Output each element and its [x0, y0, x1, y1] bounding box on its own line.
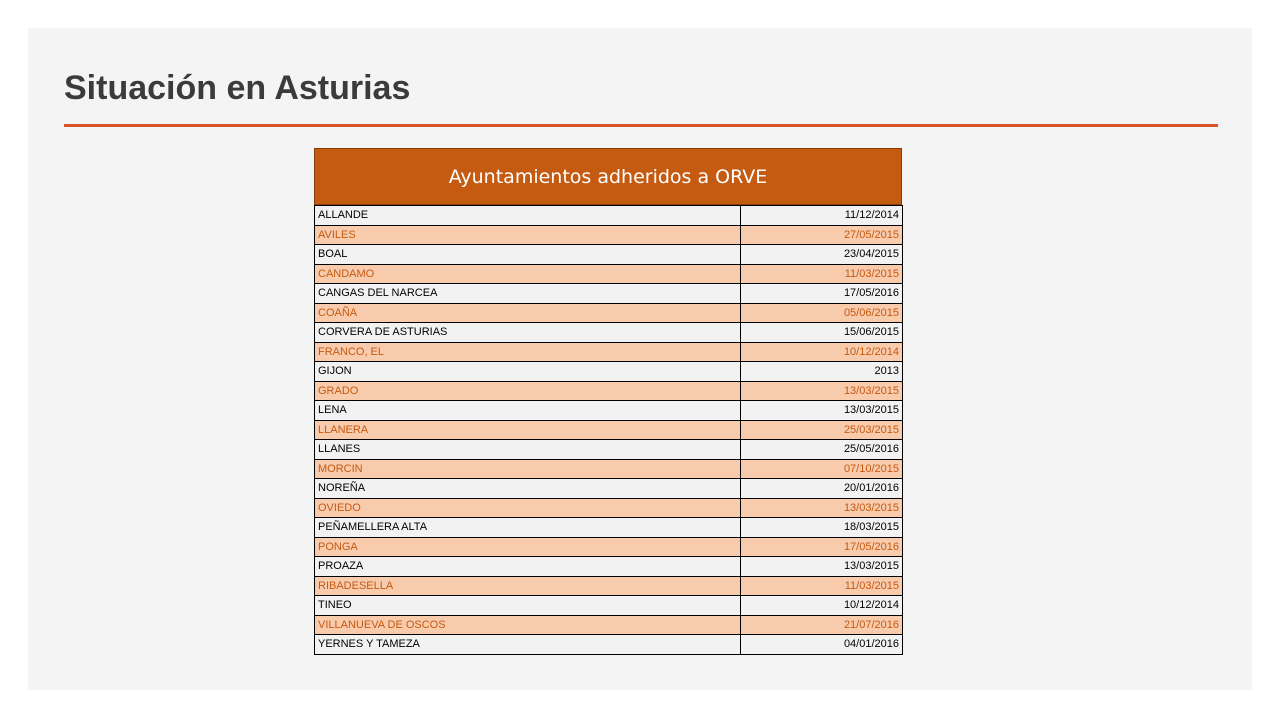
- slide: [28, 28, 1252, 690]
- adhesion-date: 17/05/2016: [741, 537, 903, 557]
- adhesion-date: 11/12/2014: [741, 206, 903, 226]
- municipality-name: LENA: [315, 401, 741, 421]
- table-row: [315, 245, 903, 265]
- municipality-name: GIJON: [315, 362, 741, 382]
- adhesion-date: 05/06/2015: [741, 303, 903, 323]
- adhesion-date: 13/03/2015: [741, 381, 903, 401]
- municipality-name: YERNES Y TAMEZA: [315, 635, 741, 655]
- municipality-name: LLANERA: [315, 420, 741, 440]
- municipality-name: COAÑA: [315, 303, 741, 323]
- table-row: [315, 225, 903, 245]
- municipality-name: ALLANDE: [315, 206, 741, 226]
- adhesion-date: 27/05/2015: [741, 225, 903, 245]
- table-row: [315, 284, 903, 304]
- adhesion-date: 04/01/2016: [741, 635, 903, 655]
- municipality-name: PROAZA: [315, 557, 741, 577]
- adhesion-date: 10/12/2014: [741, 342, 903, 362]
- municipality-name: PEÑAMELLERA ALTA: [315, 518, 741, 538]
- table-row: [315, 615, 903, 635]
- table-row: [315, 479, 903, 499]
- table-row: [315, 303, 903, 323]
- municipality-name: CANGAS DEL NARCEA: [315, 284, 741, 304]
- table-row: [315, 264, 903, 284]
- municipality-name: VILLANUEVA DE OSCOS: [315, 615, 741, 635]
- municipality-name: GRADO: [315, 381, 741, 401]
- table-row: [315, 206, 903, 226]
- table-header: Ayuntamientos adheridos a ORVE: [314, 148, 902, 205]
- adhesion-date: 15/06/2015: [741, 323, 903, 343]
- municipality-name: RIBADESELLA: [315, 576, 741, 596]
- adhesion-date: 11/03/2015: [741, 264, 903, 284]
- adhesion-date: 25/05/2016: [741, 440, 903, 460]
- adhesion-date: 25/03/2015: [741, 420, 903, 440]
- municipality-name: BOAL: [315, 245, 741, 265]
- adhesion-date: 11/03/2015: [741, 576, 903, 596]
- municipality-name: PONGA: [315, 537, 741, 557]
- table-row: [315, 420, 903, 440]
- municipality-name: NOREÑA: [315, 479, 741, 499]
- table-row: [315, 635, 903, 655]
- municipality-name: TINEO: [315, 596, 741, 616]
- table-row: [315, 498, 903, 518]
- adhesion-date: 2013: [741, 362, 903, 382]
- table-row: [315, 342, 903, 362]
- adhesion-date: 13/03/2015: [741, 401, 903, 421]
- table-row: [315, 401, 903, 421]
- municipality-name: OVIEDO: [315, 498, 741, 518]
- table-row: [315, 381, 903, 401]
- municipality-name: MORCIN: [315, 459, 741, 479]
- table-row: [315, 459, 903, 479]
- table-row: [315, 323, 903, 343]
- table-body: [315, 206, 903, 655]
- municipalities-table-body: [314, 205, 903, 655]
- municipality-name: LLANES: [315, 440, 741, 460]
- municipality-name: CORVERA DE ASTURIAS: [315, 323, 741, 343]
- adhesion-date: 23/04/2015: [741, 245, 903, 265]
- municipality-name: FRANCO, EL: [315, 342, 741, 362]
- municipalities-table: [314, 148, 902, 655]
- table-row: [315, 576, 903, 596]
- municipality-name: CANDAMO: [315, 264, 741, 284]
- table-row: [315, 537, 903, 557]
- table-row: [315, 557, 903, 577]
- table-row: [315, 362, 903, 382]
- adhesion-date: 21/07/2016: [741, 615, 903, 635]
- adhesion-date: 13/03/2015: [741, 557, 903, 577]
- table-row: [315, 596, 903, 616]
- adhesion-date: 17/05/2016: [741, 284, 903, 304]
- adhesion-date: 18/03/2015: [741, 518, 903, 538]
- adhesion-date: 20/01/2016: [741, 479, 903, 499]
- table-row: [315, 518, 903, 538]
- adhesion-date: 10/12/2014: [741, 596, 903, 616]
- title-divider: [64, 124, 1218, 127]
- municipality-name: AVILES: [315, 225, 741, 245]
- adhesion-date: 13/03/2015: [741, 498, 903, 518]
- table-row: [315, 440, 903, 460]
- adhesion-date: 07/10/2015: [741, 459, 903, 479]
- slide-title: Situación en Asturias: [64, 69, 411, 107]
